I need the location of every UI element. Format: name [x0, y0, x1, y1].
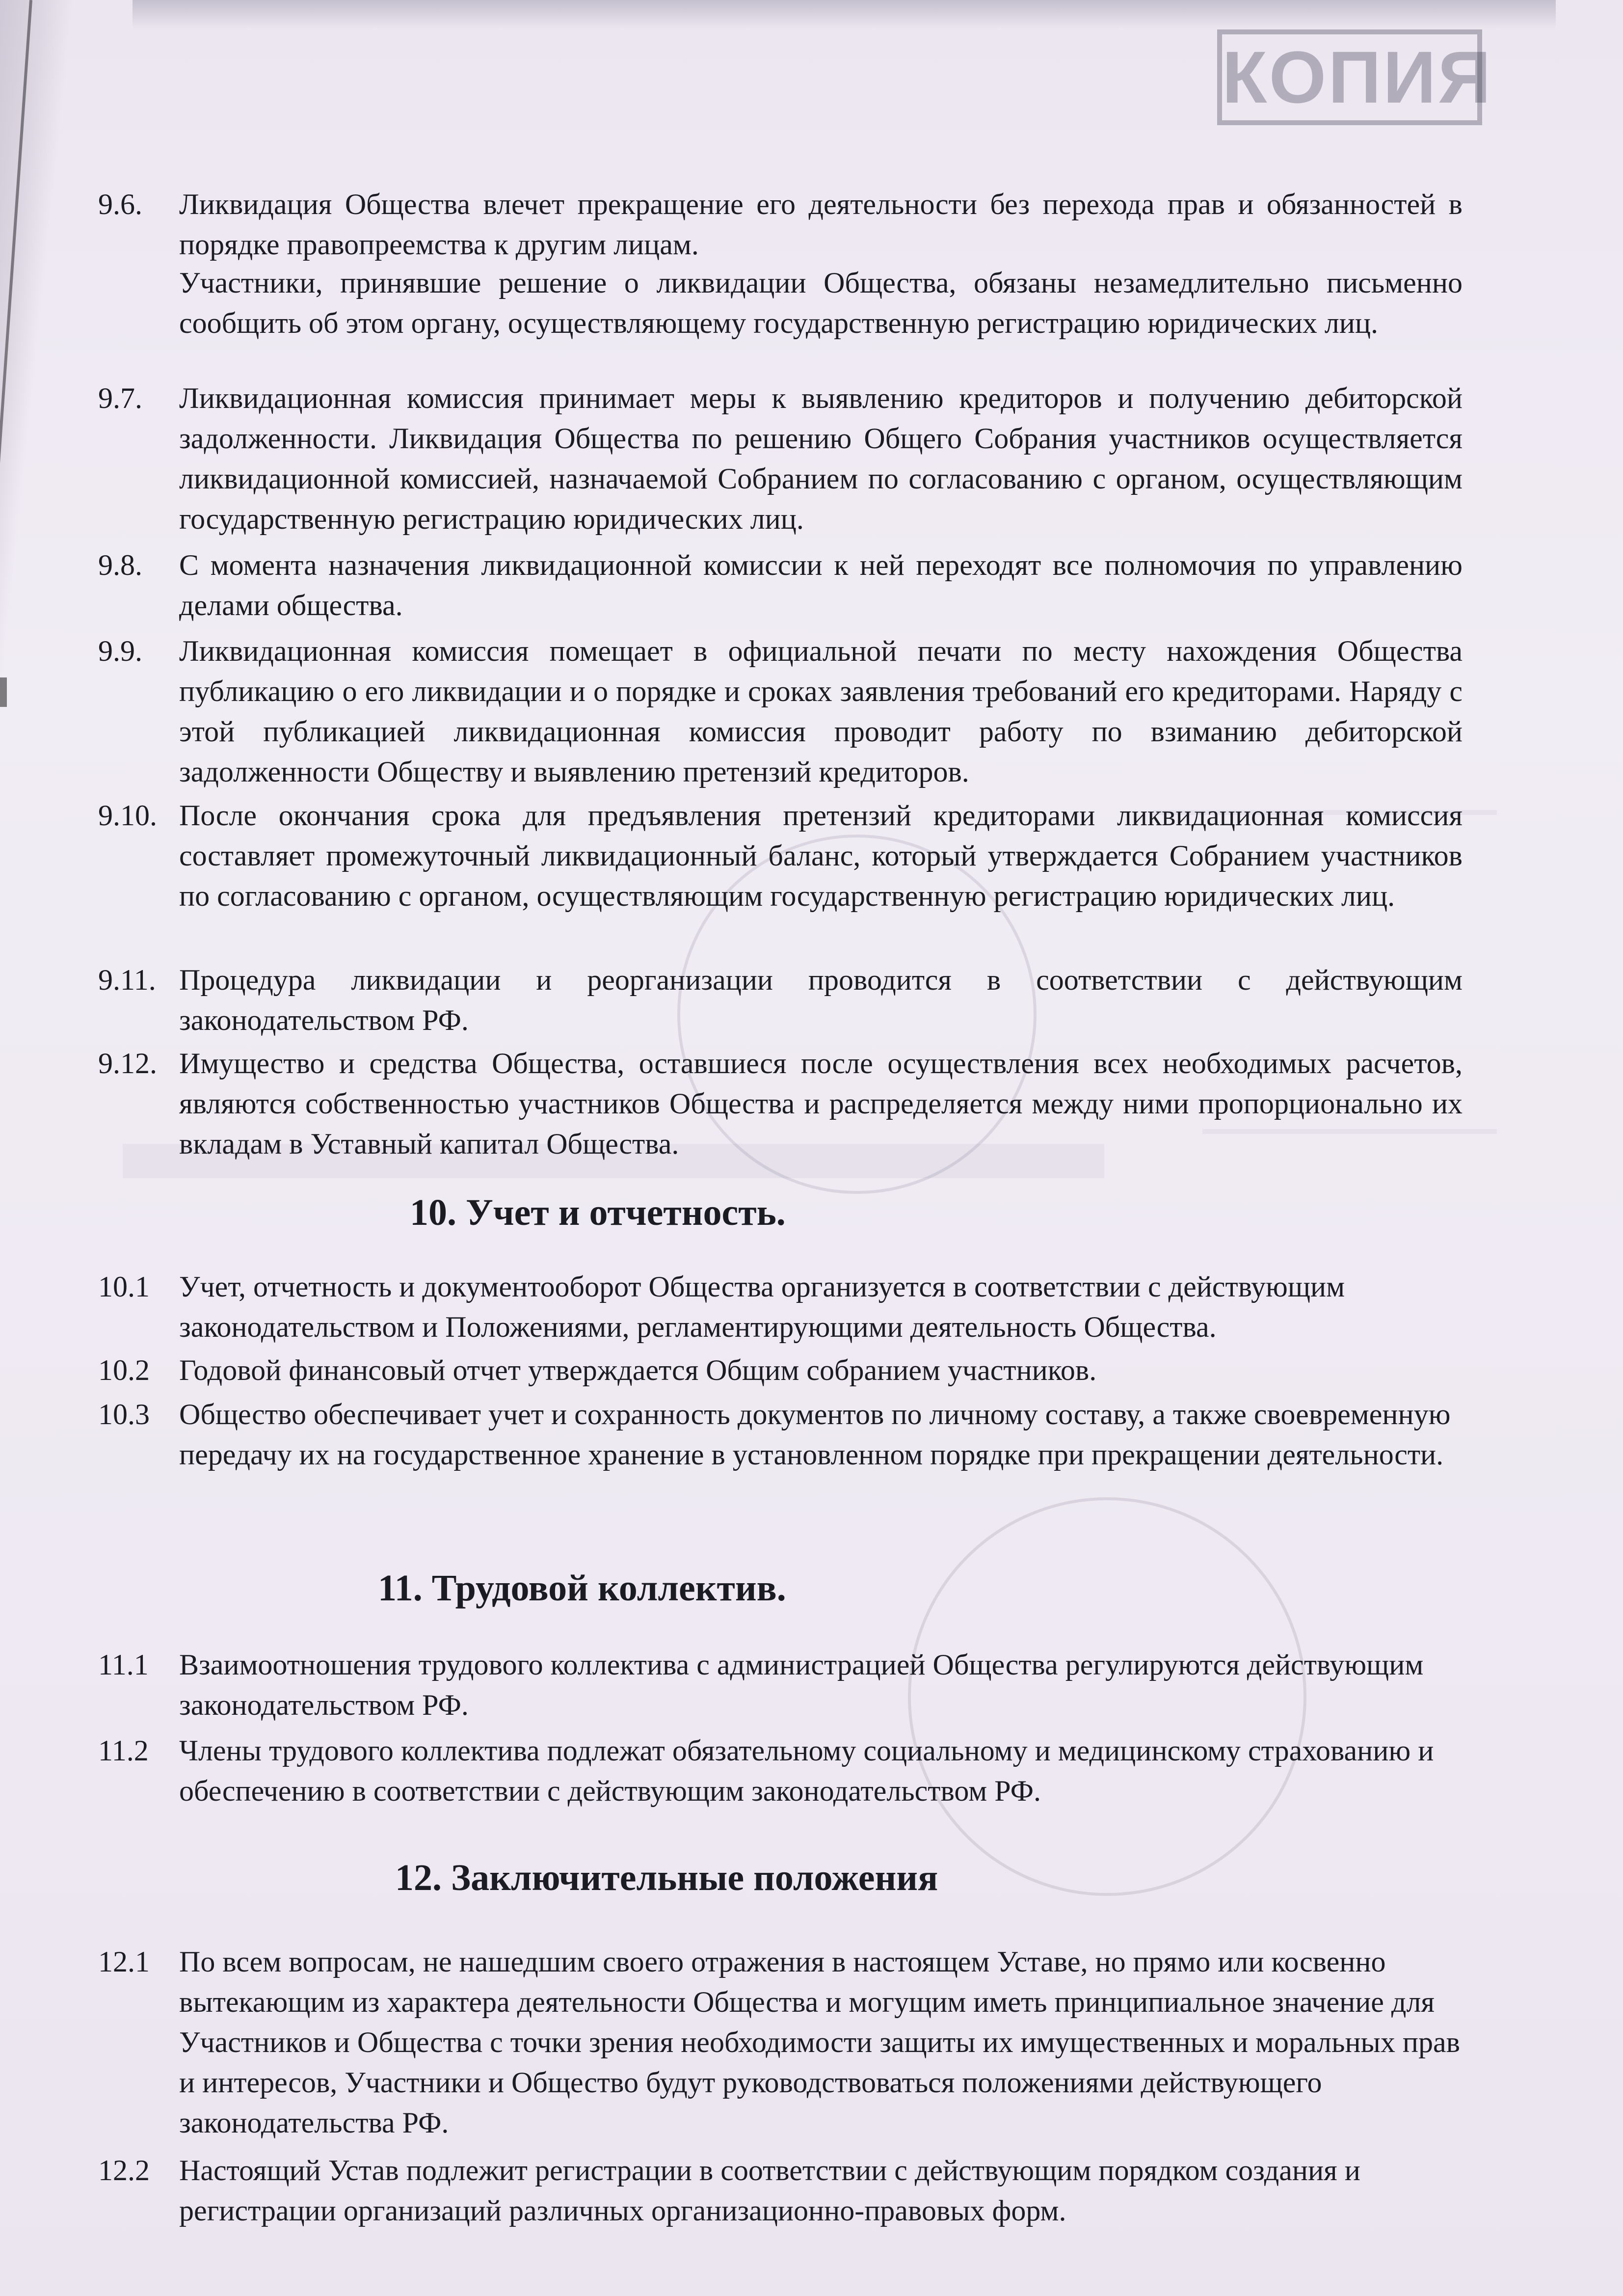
clause-text: Ликвидация Общества влечет прекращение его деятельности без перехода прав и обязанностей в порядке правопреемства к другим лицам.: [179, 188, 1463, 261]
clause-text: С момента назначения ликвидационной комиссии к ней переходят все полномочия по управлению делами общества.: [179, 549, 1463, 621]
clause-text: Участники, принявшие решение о ликвидации Общества, обязаны незамедлительно письменно сообщить об этом органу, осуществляющему государственную регистрацию юридических лиц.: [179, 267, 1463, 339]
clause-number: 9.8.: [98, 549, 142, 581]
clause-12-1: [98, 1942, 1463, 2143]
clause-text: Настоящий Устав подлежит регистрации в соответствии с действующим порядком создания и регистрации организаций различных организационно-правовых форм.: [179, 2154, 1360, 2227]
clause-9-6-continued: [98, 263, 1463, 343]
clause-number: 9.11.: [98, 964, 156, 996]
clause-text: По всем вопросам, не нашедшим своего отражения в настоящем Уставе, но прямо или косвенно вытекающим из характера деятельности Общества и могущим иметь принципиальное значение для Участников и Общества с точки зрения необходимости защиты их имущественных и моральных прав и интересов, Участники и Общество будут руководствоваться положениями действующего законодательства РФ.: [179, 1945, 1460, 2139]
section-11-heading: 11. Трудовой коллектив.: [378, 1567, 786, 1609]
clause-11-1: [98, 1645, 1463, 1725]
copy-stamp: КОПИЯ: [1217, 29, 1482, 125]
clause-9-11: [98, 960, 1463, 1040]
clause-number: 10.2: [98, 1354, 150, 1386]
clause-number: 9.7.: [98, 382, 142, 414]
clause-text: Имущество и средства Общества, оставшиеся после осуществления всех необходимых расчетов, являются собственностью участников Общества и распределяется между ними пропорционально их вкладам в Уставный капитал Общества.: [179, 1047, 1463, 1160]
clause-9-12: [98, 1043, 1463, 1164]
clause-text: Члены трудового коллектива подлежат обязательному социальному и медицинскому страхованию и обеспечению в соответствии с действующим законодательством РФ.: [179, 1734, 1434, 1807]
clause-9-7: [98, 378, 1463, 539]
clause-text: Процедура ликвидации и реорганизации проводится в соответствии с действующим законодательством РФ.: [179, 964, 1463, 1036]
clause-text: Учет, отчетность и документооборот Общества организуется в соответствии с действующим законодательством и Положениями, регламентирующими деятельность Общества.: [179, 1270, 1345, 1343]
clause-10-2: [98, 1350, 1463, 1390]
section-12-heading: 12. Заключительные положения: [395, 1857, 938, 1898]
clause-9-10: [98, 795, 1463, 916]
section-10-heading: 10. Учет и отчетность.: [410, 1192, 786, 1233]
clause-9-8: [98, 545, 1463, 625]
clause-number: 12.1: [98, 1945, 150, 1978]
clause-number: 11.2: [98, 1734, 149, 1767]
clause-text: Годовой финансовый отчет утверждается Общим собранием участников.: [179, 1354, 1097, 1386]
clause-text: Общество обеспечивает учет и сохранность документов по личному составу, а также своевременную передачу их на государственное хранение в установленном порядке при прекращении деятельности.: [179, 1398, 1451, 1471]
clause-text: Взаимоотношения трудового коллектива с администрацией Общества регулируются действующим законодательством РФ.: [179, 1648, 1424, 1721]
clause-number: 10.3: [98, 1398, 150, 1431]
clause-text: Ликвидационная комиссия помещает в официальной печати по месту нахождения Общества публикацию о его ликвидации и о порядке и сроках заявления требований его кредиторами. Наряду с этой публикацией ликвидационная комиссия проводит работу по взиманию дебиторской задолженности Обществу и выявлению претензий кредиторов.: [179, 635, 1463, 788]
clause-9-9: [98, 631, 1463, 792]
clause-11-2: [98, 1730, 1463, 1811]
clause-10-3: [98, 1394, 1463, 1475]
clause-9-6: [98, 184, 1463, 265]
clause-number: 9.6.: [98, 188, 142, 220]
clause-number: 9.10.: [98, 799, 157, 832]
clause-text: После окончания срока для предъявления претензий кредиторами ликвидационная комиссия составляет промежуточный ликвидационный баланс, который утверждается Собранием участников по согласованию с органом, осуществляющим государственную регистрацию юридических лиц.: [179, 799, 1463, 912]
clause-number: 10.1: [98, 1270, 150, 1303]
clause-12-2: [98, 2150, 1463, 2231]
clause-number: 11.1: [98, 1648, 149, 1681]
clause-text: Ликвидационная комиссия принимает меры к выявлению кредиторов и получению дебиторской задолженности. Ликвидация Общества по решению Общего Собрания участников осуществляется ликвидационной комиссией, назначаемой Собранием по согласованию с органом, осуществляющим государственную регистрацию юридических лиц.: [179, 382, 1463, 535]
clause-number: 12.2: [98, 2154, 150, 2187]
clause-10-1: [98, 1267, 1463, 1347]
clause-number: 9.12.: [98, 1047, 157, 1080]
clause-number: 9.9.: [98, 635, 142, 667]
